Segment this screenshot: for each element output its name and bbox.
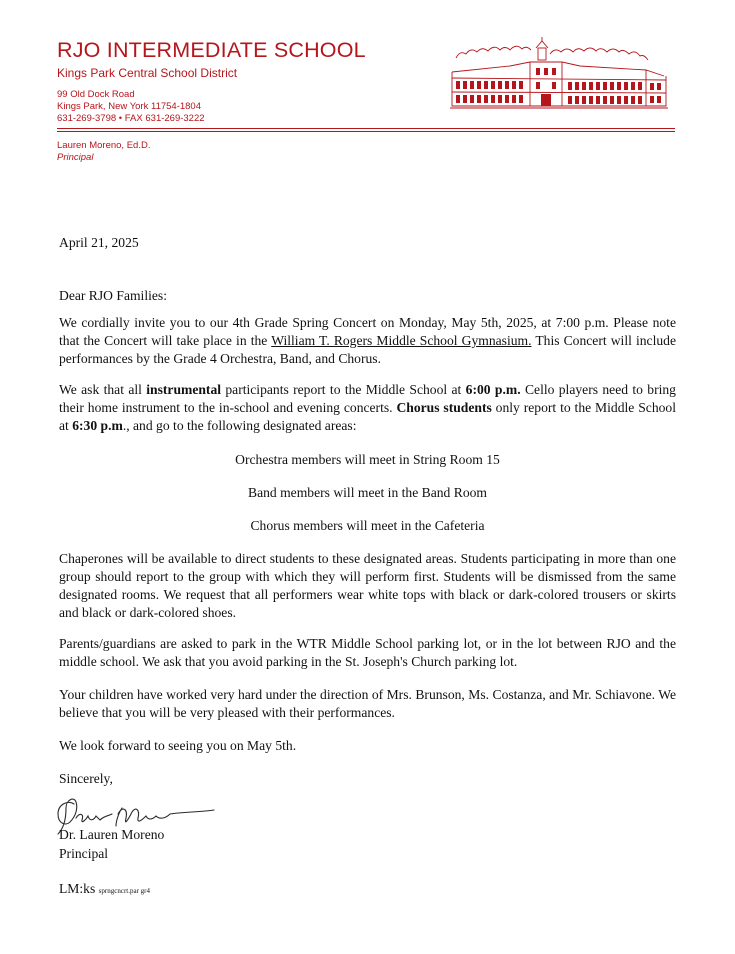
paragraph-invitation [59,314,676,368]
closing: Sincerely, [59,771,113,786]
report-text-4: only report to the Middle School at [59,400,676,433]
reference-initials [59,880,676,900]
paragraph-directors: Your children have worked very hard under the direction of Mrs. Brunson, Ms. Costanza, and Mr. Schiavone. We believe that you will be very pleased with their performances. [59,687,676,720]
signer-title: Principal [59,846,109,861]
district-name: Kings Park Central School District [57,66,238,80]
invitation-text: We cordially invite you to our 4th Grade Spring Concert on Monday, May 5th, 2025, at 7:00 p.m. Please note that the Concert will take place in the [59,315,676,348]
fax-number: FAX 631-269-3222 [124,113,205,124]
letterhead-divider-thin [57,131,675,132]
report-text-5: ., and go to the following designated areas: [122,418,357,433]
area-orchestra: Orchestra members will meet in String Room 15 [235,452,500,467]
paragraph-chaperones: Chaperones will be available to direct students to these designated areas. Students participating in more than one group should report to the group with which they will perform first. Students will be dismissed from the same designated rooms. We request that all performers wear white tops with black or dark-colored trousers or skirts and black or dark-colored shoes. [59,551,676,620]
phone-number: 631-269-3798 [57,113,117,124]
letter-date: April 21, 2025 [59,235,139,250]
instrumental-time: 6:00 p.m. [465,382,521,397]
report-text-1: We ask that all [59,382,147,397]
letterhead-divider [57,128,675,129]
phone-fax-line: 631-269-3798 • FAX 631-269-3222 [57,113,205,124]
area-band: Band members will meet in the Band Room [248,485,487,500]
file-reference: sprngcncrt.par gr4 [98,887,150,895]
area-chorus: Chorus members will meet in the Cafeteria [250,518,485,533]
address-line-2: Kings Park, New York 11754-1804 [57,101,201,112]
chorus-emphasis: Chorus students [396,400,492,415]
report-text-3: Cello players need to bring their home instrument to the in-school and evening concerts. [59,382,676,415]
venue-name: William T. Rogers Middle School Gymnasium. [271,333,532,348]
address-line-1: 99 Old Dock Road [57,89,135,100]
paragraph-report-times [59,381,676,435]
invitation-text-end: This Concert will include performances by the Grade 4 Orchestra, Band, and Chorus. [59,333,676,366]
school-name: RJO INTERMEDIATE SCHOOL [57,38,366,62]
signer-name: Dr. Lauren Moreno [59,827,165,842]
principal-name: Lauren Moreno, Ed.D. [57,140,151,151]
paragraph-parking: Parents/guardians are asked to park in the WTR Middle School parking lot, or in the lot between RJO and the middle school. We ask that you avoid parking in the St. Joseph's Church parking lot. [59,636,676,669]
initials: LM:ks [59,881,96,896]
report-text-2: participants report to the Middle School at [221,382,466,397]
instrumental-emphasis: instrumental [146,382,222,397]
paragraph-closing: We look forward to seeing you on May 5th. [59,738,297,753]
principal-title: Principal [57,152,94,163]
school-building-illustration [450,36,672,110]
salutation: Dear RJO Families: [59,288,167,303]
chorus-time: 6:30 p.m [72,418,123,433]
